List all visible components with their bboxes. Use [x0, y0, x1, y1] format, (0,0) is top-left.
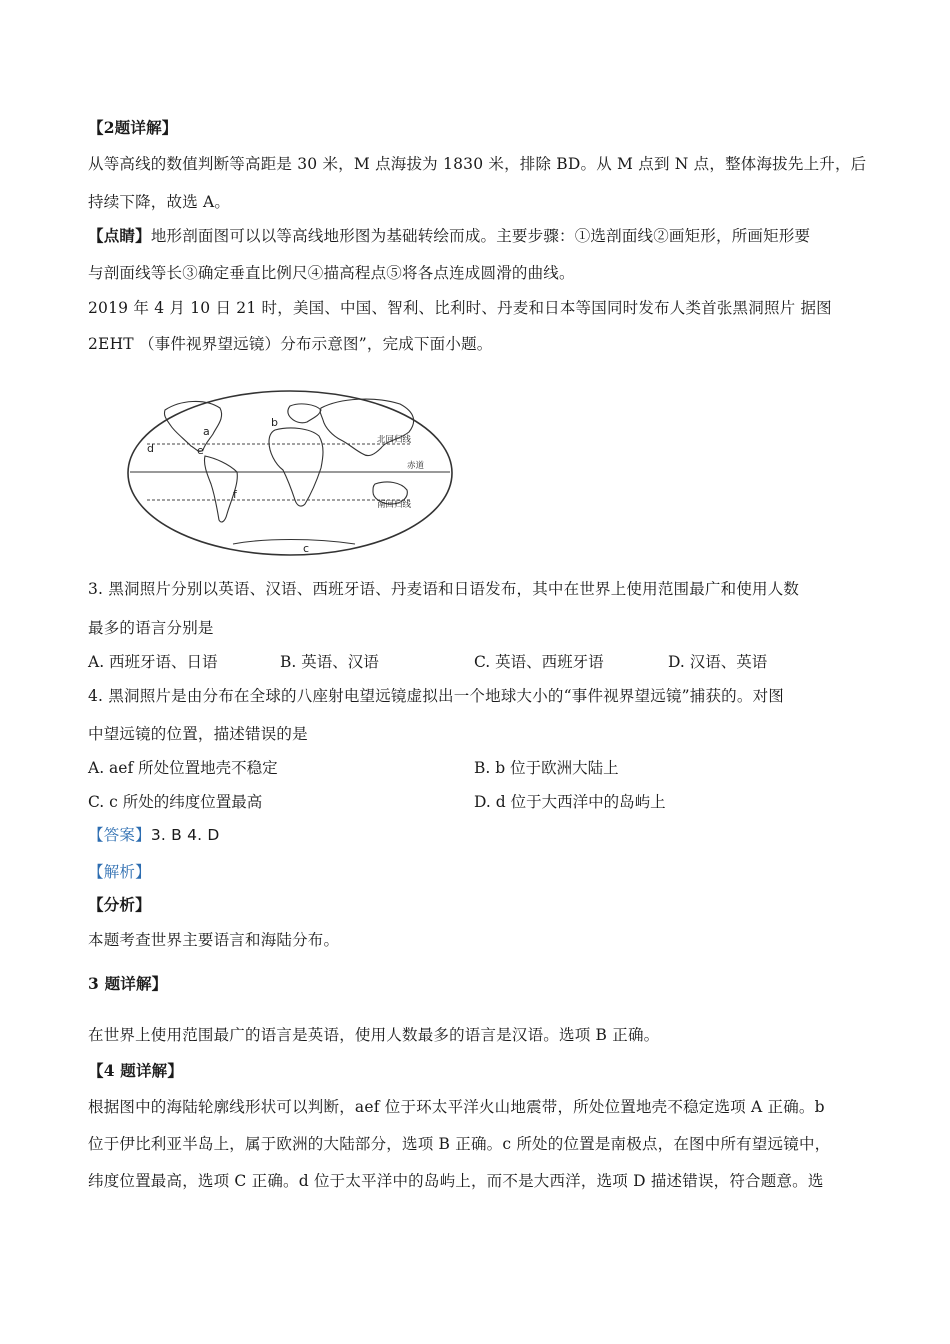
paragraph-line: 本题考查世界主要语言和海陆分布。 [88, 931, 340, 949]
paragraph-line: 持续下降，故选 A。 [88, 193, 231, 211]
analysis-tag: 【解析】 [88, 863, 151, 881]
paragraph-line: 位于伊比利亚半岛上，属于欧洲的大陆部分，选项 B 正确。c 所处的位置是南极点，在图中所有望远镜中， [88, 1135, 831, 1153]
q4-option-d: D. d 位于大西洋中的岛屿上 [474, 793, 666, 811]
tropic-north-label: 北回归线 [377, 435, 412, 445]
map-outline [128, 391, 452, 555]
point-label-f: f [233, 488, 237, 501]
question-3-stem: 3. 黑洞照片分别以英语、汉语、西班牙语、丹麦语和日语发布，其中在世界上使用范围最广和使用人数 [88, 580, 800, 598]
note-tag: 【点睛】 [88, 226, 151, 245]
section-heading-q3: 3 题详解】 [88, 974, 168, 993]
fenxi-tag: 【分析】 [88, 895, 151, 914]
q3-option-d: D. 汉语、英语 [668, 653, 768, 671]
question-3-stem: 最多的语言分别是 [88, 619, 214, 637]
paragraph-line: 从等高线的数值判断等高距是 30 米，M 点海拔为 1830 米，排除 BD。从 M 点到 N 点，整体海拔先上升，后 [88, 155, 867, 173]
tropic-south-label: 南回归线 [377, 500, 412, 510]
point-label-a: a [203, 425, 210, 438]
answer-text: 3. B 4. D [150, 826, 220, 844]
point-label-d: d [147, 442, 154, 455]
equator-label: 赤道 [407, 461, 425, 471]
paragraph-line: 2EHT （事件视界望远镜）分布示意图”，完成下面小题。 [88, 335, 493, 353]
point-label-b: b [271, 416, 278, 429]
q3-option-b: B. 英语、汉语 [280, 653, 379, 671]
answer-tag: 【答案】 [88, 826, 151, 844]
q4-option-a: A. aef 所处位置地壳不稳定 [88, 759, 278, 777]
note-line [88, 226, 810, 246]
note-text: 地形剖面图可以以等高线地形图为基础转绘而成。主要步骤：①选剖面线②画矩形，所画矩形要 [150, 227, 811, 245]
section-heading-q4: 【4 题详解】 [88, 1061, 184, 1080]
paragraph-line: 与剖面线等长③确定垂直比例尺④描高程点⑤将各点连成圆滑的曲线。 [88, 264, 575, 282]
paragraph-line: 根据图中的海陆轮廓线形状可以判断，aef 位于环太平洋火山地震带，所处位置地壳不稳定选项 A 正确。b [88, 1098, 825, 1116]
point-label-c: c [303, 542, 310, 555]
question-4-stem: 4. 黑洞照片是由分布在全球的八座射电望远镜虚拟出一个地球大小的“事件视界望远镜”捕获的。对图 [88, 687, 784, 705]
paragraph-line: 2019 年 4 月 10 日 21 时，美国、中国、智利、比利时、丹麦和日本等国同时发布人类首张黑洞照片 据图 [88, 299, 832, 317]
world-map-figure [125, 388, 455, 558]
paragraph-line: 在世界上使用范围最广的语言是英语，使用人数最多的语言是汉语。选项 B 正确。 [88, 1026, 660, 1044]
point-label-e: e [197, 444, 204, 457]
answer-line [88, 825, 220, 845]
q3-option-a: A. 西班牙语、日语 [88, 653, 218, 671]
q3-option-c: C. 英语、西班牙语 [474, 653, 604, 671]
paragraph-line: 纬度位置最高，选项 C 正确。d 位于太平洋中的岛屿上，而不是大西洋，选项 D 描述错误，符合题意。选 [88, 1172, 824, 1190]
q4-option-b: B. b 位于欧洲大陆上 [474, 759, 619, 777]
section-heading-q2: 【2题详解】 [88, 118, 178, 137]
question-4-stem: 中望远镜的位置，描述错误的是 [88, 725, 308, 743]
q4-option-c: C. c 所处的纬度位置最高 [88, 793, 263, 811]
